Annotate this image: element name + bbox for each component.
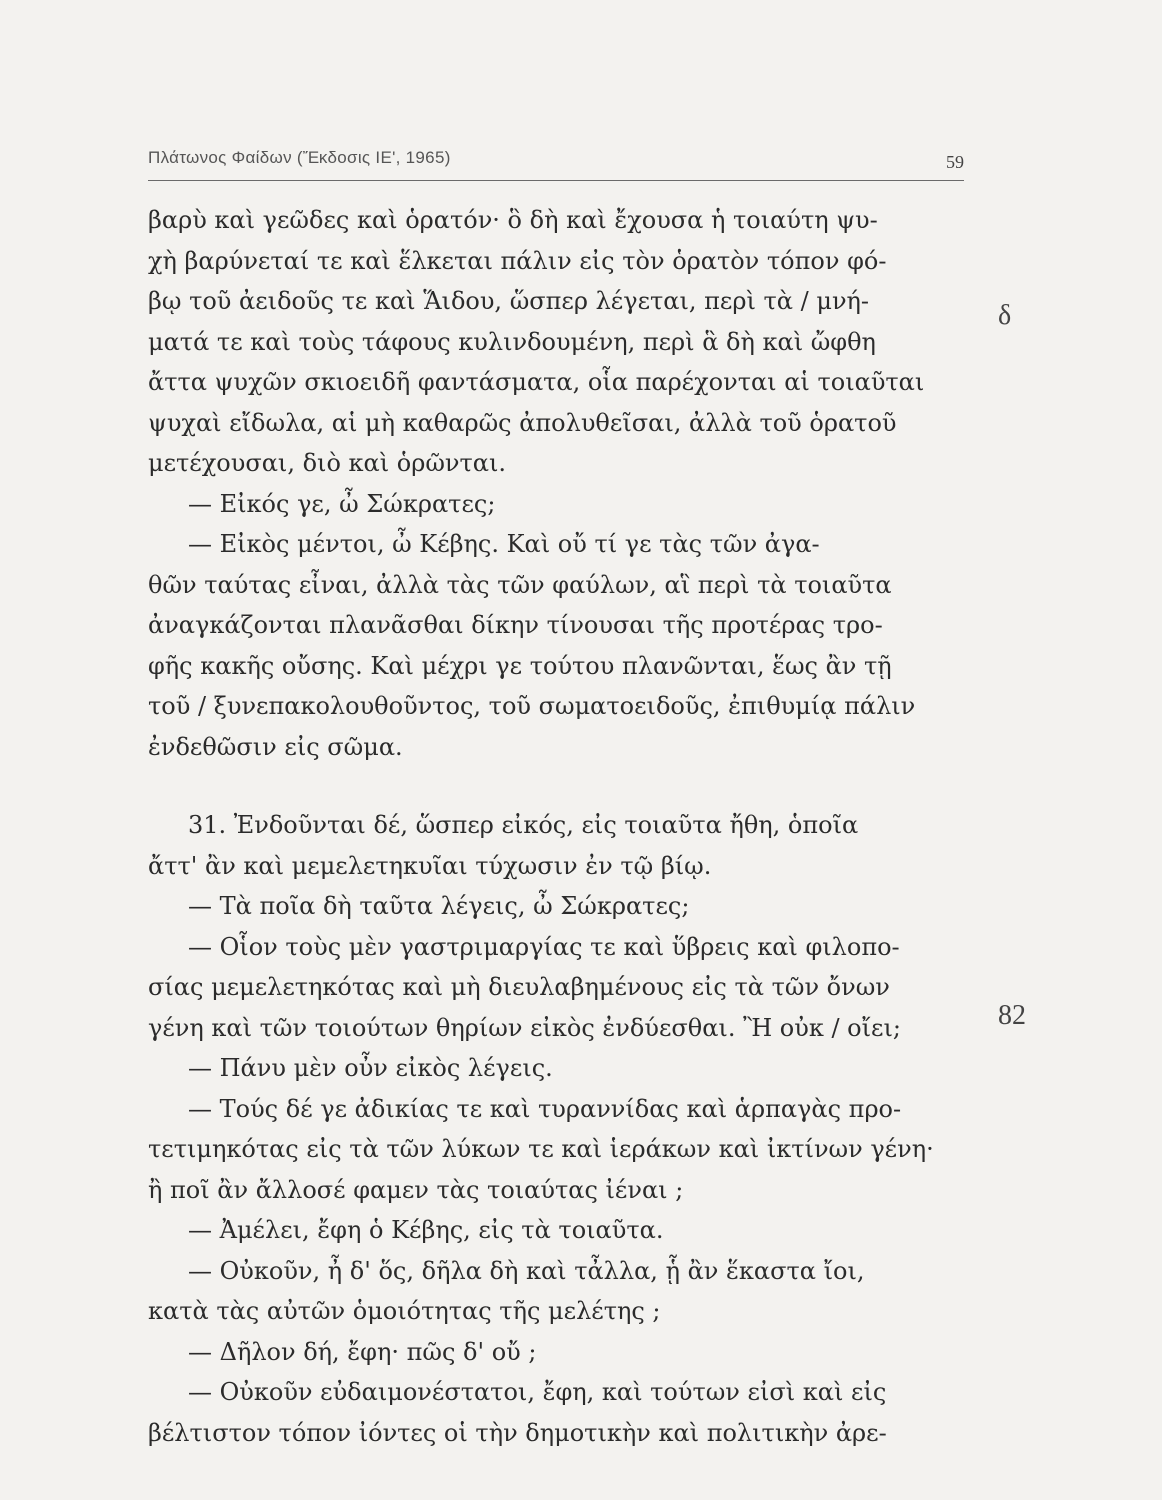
text-line: — Εἰκὸς μέντοι, ὦ Κέβης. Καὶ οὔ τί γε τὰς τῶν ἀγα- — [188, 530, 820, 558]
text-line: ψυχαὶ εἴδωλα, αἱ μὴ καθαρῶς ἀπολυθεῖσαι, ἀλλὰ τοῦ ὁρατοῦ — [148, 408, 897, 437]
text-line: τοῦ / ξυνεπακολουθοῦντος, τοῦ σωματοειδοῦς, ἐπιθυμίᾳ πάλιν — [148, 692, 916, 720]
text-line: γένη καὶ τῶν τοιούτων θηρίων εἰκὸς ἐνδύεσθαι. Ἢ οὐκ / οἴει; — [148, 1013, 901, 1042]
text-line: φῆς κακῆς οὔσης. Καὶ μέχρι γε τούτου πλανῶνται, ἕως ἂν τῇ — [148, 651, 892, 680]
margin-stephanus-letter: δ — [998, 300, 1012, 331]
text-line: — Ἀμέλει, ἔφη ὁ Κέβης, εἰς τὰ τοιαῦτα. — [188, 1216, 664, 1244]
text-line: — Οὐκοῦν, ἦ δ' ὅς, δῆλα δὴ καὶ τἆλλα, ᾗ ἂν ἕκαστα ἴοι, — [188, 1256, 865, 1285]
text-line: ματά τε καὶ τοὺς τάφους κυλινδουμένη, περὶ ἃ δὴ καὶ ὤφθη — [148, 327, 876, 356]
text-line: — Τὰ ποῖα δὴ ταῦτα λέγεις, ὦ Σώκρατες; — [188, 892, 690, 920]
text-line: ἐνδεθῶσιν εἰς σῶμα. — [148, 732, 403, 761]
text-line: χὴ βαρύνεταί τε καὶ ἕλκεται πάλιν εἰς τὸν ὁρατὸν τόπον φό- — [148, 246, 887, 275]
text-line: κατὰ τὰς αὐτῶν ὁμοιότητας τῆς μελέτης ; — [148, 1297, 661, 1325]
text-line: θῶν ταύτας εἶναι, ἀλλὰ τὰς τῶν φαύλων, αἳ περὶ τὰ τοιαῦτα — [148, 570, 892, 599]
text-line: — Δῆλον δή, ἔφη· πῶς δ' οὔ ; — [188, 1337, 537, 1366]
text-line: — Εἰκός γε, ὦ Σώκρατες; — [188, 489, 496, 518]
text-line: σίας μεμελετηκότας καὶ μὴ διευλαβημένους εἰς τὰ τῶν ὄνων — [148, 973, 890, 1001]
text-line: βῳ τοῦ ἀειδοῦς τε καὶ Ἅιδου, ὥσπερ λέγεται, περὶ τὰ / μνή- — [148, 287, 870, 315]
page-number: 59 — [946, 152, 964, 172]
text-line: ἄττα ψυχῶν σκιοειδῆ φαντάσματα, οἷα παρέχονται αἱ τοιαῦται — [148, 368, 925, 396]
text-line: βαρὺ καὶ γεῶδες καὶ ὁρατόν· ὃ δὴ καὶ ἔχουσα ἡ τοιαύτη ψυ- — [148, 206, 878, 234]
running-header — [148, 140, 964, 181]
margin-stephanus-number: 82 — [998, 1000, 1026, 1031]
text-line: βέλτιστον τόπον ἰόντες οἱ τὴν δημοτικὴν καὶ πολιτικὴν ἀρε- — [148, 1418, 887, 1447]
section-gap — [148, 767, 968, 805]
text-line: — Οἷον τοὺς μὲν γαστριμαργίας τε καὶ ὕβρεις καὶ φιλοπο- — [188, 932, 900, 961]
text-line: ἄττ' ἂν καὶ μεμελετηκυῖαι τύχωσιν ἐν τῷ βίῳ. — [148, 851, 712, 880]
header-title: Πλάτωνος Φαίδων (Ἔκδοσις ΙΕ', 1965) — [148, 148, 451, 167]
text-line: τετιμηκότας εἰς τὰ τῶν λύκων τε καὶ ἱεράκων καὶ ἰκτίνων γένη· — [148, 1135, 934, 1163]
text-line: — Τούς δέ γε ἀδικίας τε καὶ τυραννίδας καὶ ἁρπαγὰς προ- — [188, 1094, 902, 1123]
body-text — [148, 200, 968, 1453]
text-line: — Οὐκοῦν εὐδαιμονέστατοι, ἔφη, καὶ τούτων εἰσὶ καὶ εἰς — [188, 1378, 887, 1406]
text-line: ἀναγκάζονται πλανᾶσθαι δίκην τίνουσαι τῆς προτέρας τρο- — [148, 611, 883, 639]
text-line: 31. Ἐνδοῦνται δέ, ὥσπερ εἰκός, εἰς τοιαῦτα ἤθη, ὁποῖα — [188, 811, 859, 839]
text-line: — Πάνυ μὲν οὖν εἰκὸς λέγεις. — [188, 1054, 553, 1082]
text-line: μετέχουσαι, διὸ καὶ ὁρῶνται. — [148, 449, 507, 477]
text-line: ἢ ποῖ ἂν ἄλλοσέ φαμεν τὰς τοιαύτας ἰέναι ; — [148, 1175, 684, 1204]
